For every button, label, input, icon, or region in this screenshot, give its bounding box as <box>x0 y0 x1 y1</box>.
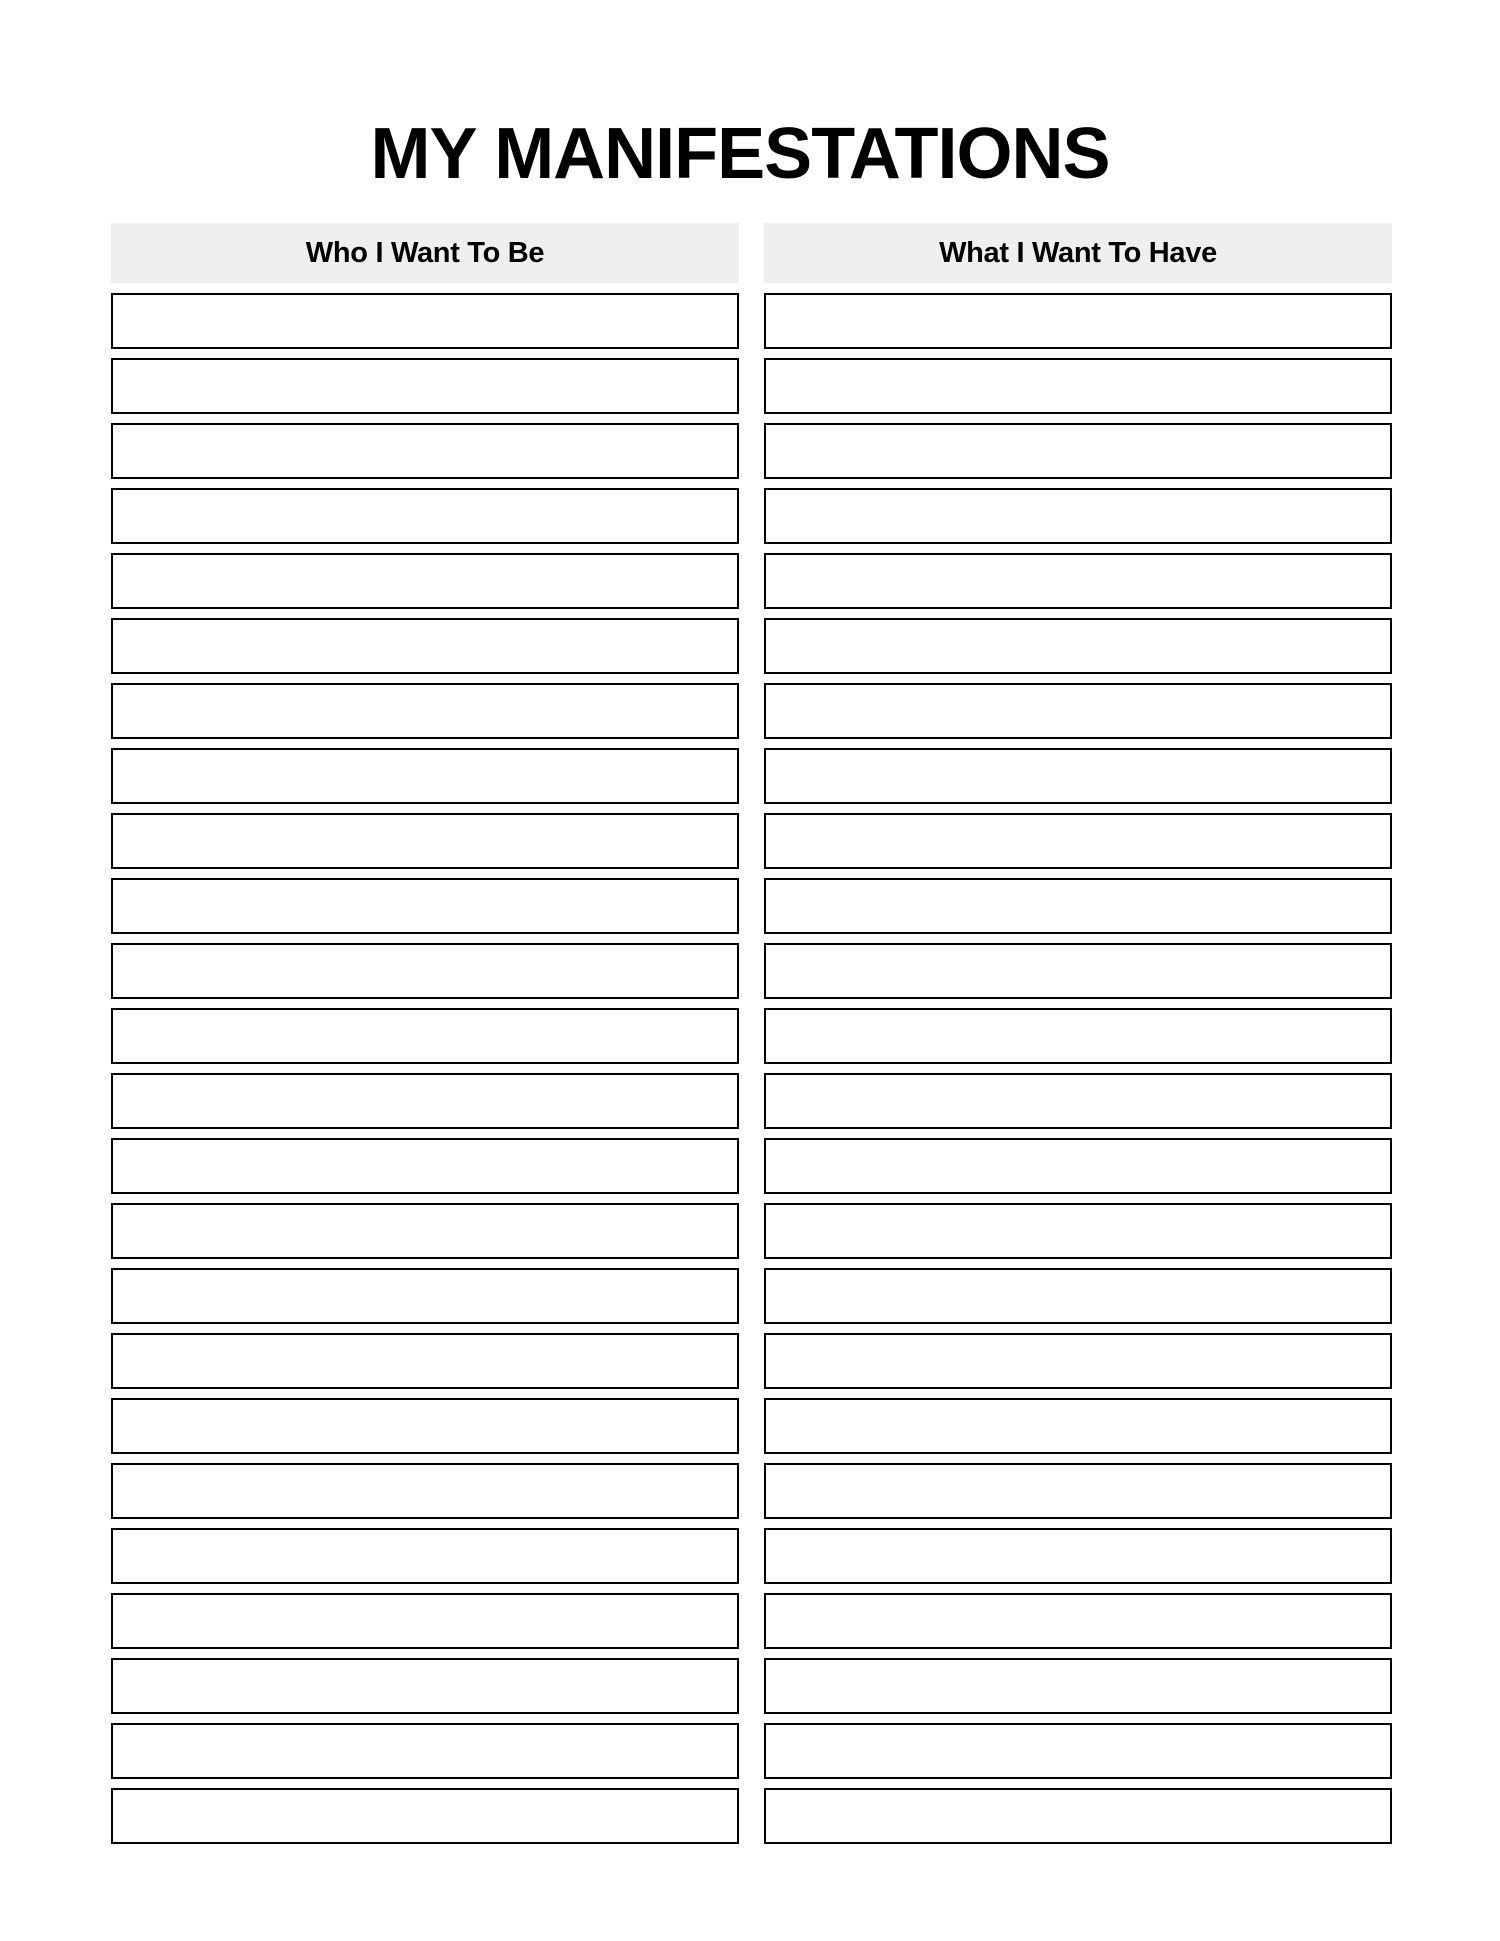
who-entry-box[interactable] <box>111 1073 739 1129</box>
who-entry-box[interactable] <box>111 618 739 674</box>
who-entry-box[interactable] <box>111 293 739 349</box>
what-entry-box[interactable] <box>764 423 1392 479</box>
what-entry-box[interactable] <box>764 1593 1392 1649</box>
what-entry-box[interactable] <box>764 358 1392 414</box>
what-i-want-to-have-column <box>764 223 1392 1853</box>
who-entry-box[interactable] <box>111 488 739 544</box>
who-i-want-to-be-column <box>111 223 739 1853</box>
who-entry-box[interactable] <box>111 813 739 869</box>
what-entry-box[interactable] <box>764 1723 1392 1779</box>
who-entry-box[interactable] <box>111 1203 739 1259</box>
who-entry-box[interactable] <box>111 1788 739 1844</box>
what-entry-box[interactable] <box>764 1333 1392 1389</box>
what-entry-box[interactable] <box>764 553 1392 609</box>
what-entry-box[interactable] <box>764 1138 1392 1194</box>
what-entry-list <box>764 293 1392 1844</box>
what-entry-box[interactable] <box>764 1658 1392 1714</box>
column-header-who: Who I Want To Be <box>111 223 739 283</box>
what-entry-box[interactable] <box>764 1008 1392 1064</box>
who-entry-box[interactable] <box>111 1008 739 1064</box>
who-entry-box[interactable] <box>111 423 739 479</box>
page-title: MY MANIFESTATIONS <box>370 114 1110 194</box>
what-entry-box[interactable] <box>764 683 1392 739</box>
who-entry-box[interactable] <box>111 1398 739 1454</box>
who-entry-box[interactable] <box>111 1658 739 1714</box>
who-entry-box[interactable] <box>111 1463 739 1519</box>
who-entry-box[interactable] <box>111 1593 739 1649</box>
who-entry-box[interactable] <box>111 358 739 414</box>
what-entry-box[interactable] <box>764 1528 1392 1584</box>
what-entry-box[interactable] <box>764 293 1392 349</box>
what-entry-box[interactable] <box>764 943 1392 999</box>
who-entry-box[interactable] <box>111 748 739 804</box>
what-entry-box[interactable] <box>764 878 1392 934</box>
who-entry-list <box>111 293 739 1844</box>
column-header-what: What I Want To Have <box>764 223 1392 283</box>
what-entry-box[interactable] <box>764 1463 1392 1519</box>
what-entry-box[interactable] <box>764 748 1392 804</box>
who-entry-box[interactable] <box>111 683 739 739</box>
what-entry-box[interactable] <box>764 813 1392 869</box>
what-entry-box[interactable] <box>764 1073 1392 1129</box>
who-entry-box[interactable] <box>111 1333 739 1389</box>
what-entry-box[interactable] <box>764 1398 1392 1454</box>
who-entry-box[interactable] <box>111 1528 739 1584</box>
what-entry-box[interactable] <box>764 1203 1392 1259</box>
what-entry-box[interactable] <box>764 1268 1392 1324</box>
who-entry-box[interactable] <box>111 943 739 999</box>
who-entry-box[interactable] <box>111 1723 739 1779</box>
who-entry-box[interactable] <box>111 553 739 609</box>
who-entry-box[interactable] <box>111 1268 739 1324</box>
what-entry-box[interactable] <box>764 1788 1392 1844</box>
what-entry-box[interactable] <box>764 618 1392 674</box>
what-entry-box[interactable] <box>764 488 1392 544</box>
who-entry-box[interactable] <box>111 878 739 934</box>
who-entry-box[interactable] <box>111 1138 739 1194</box>
